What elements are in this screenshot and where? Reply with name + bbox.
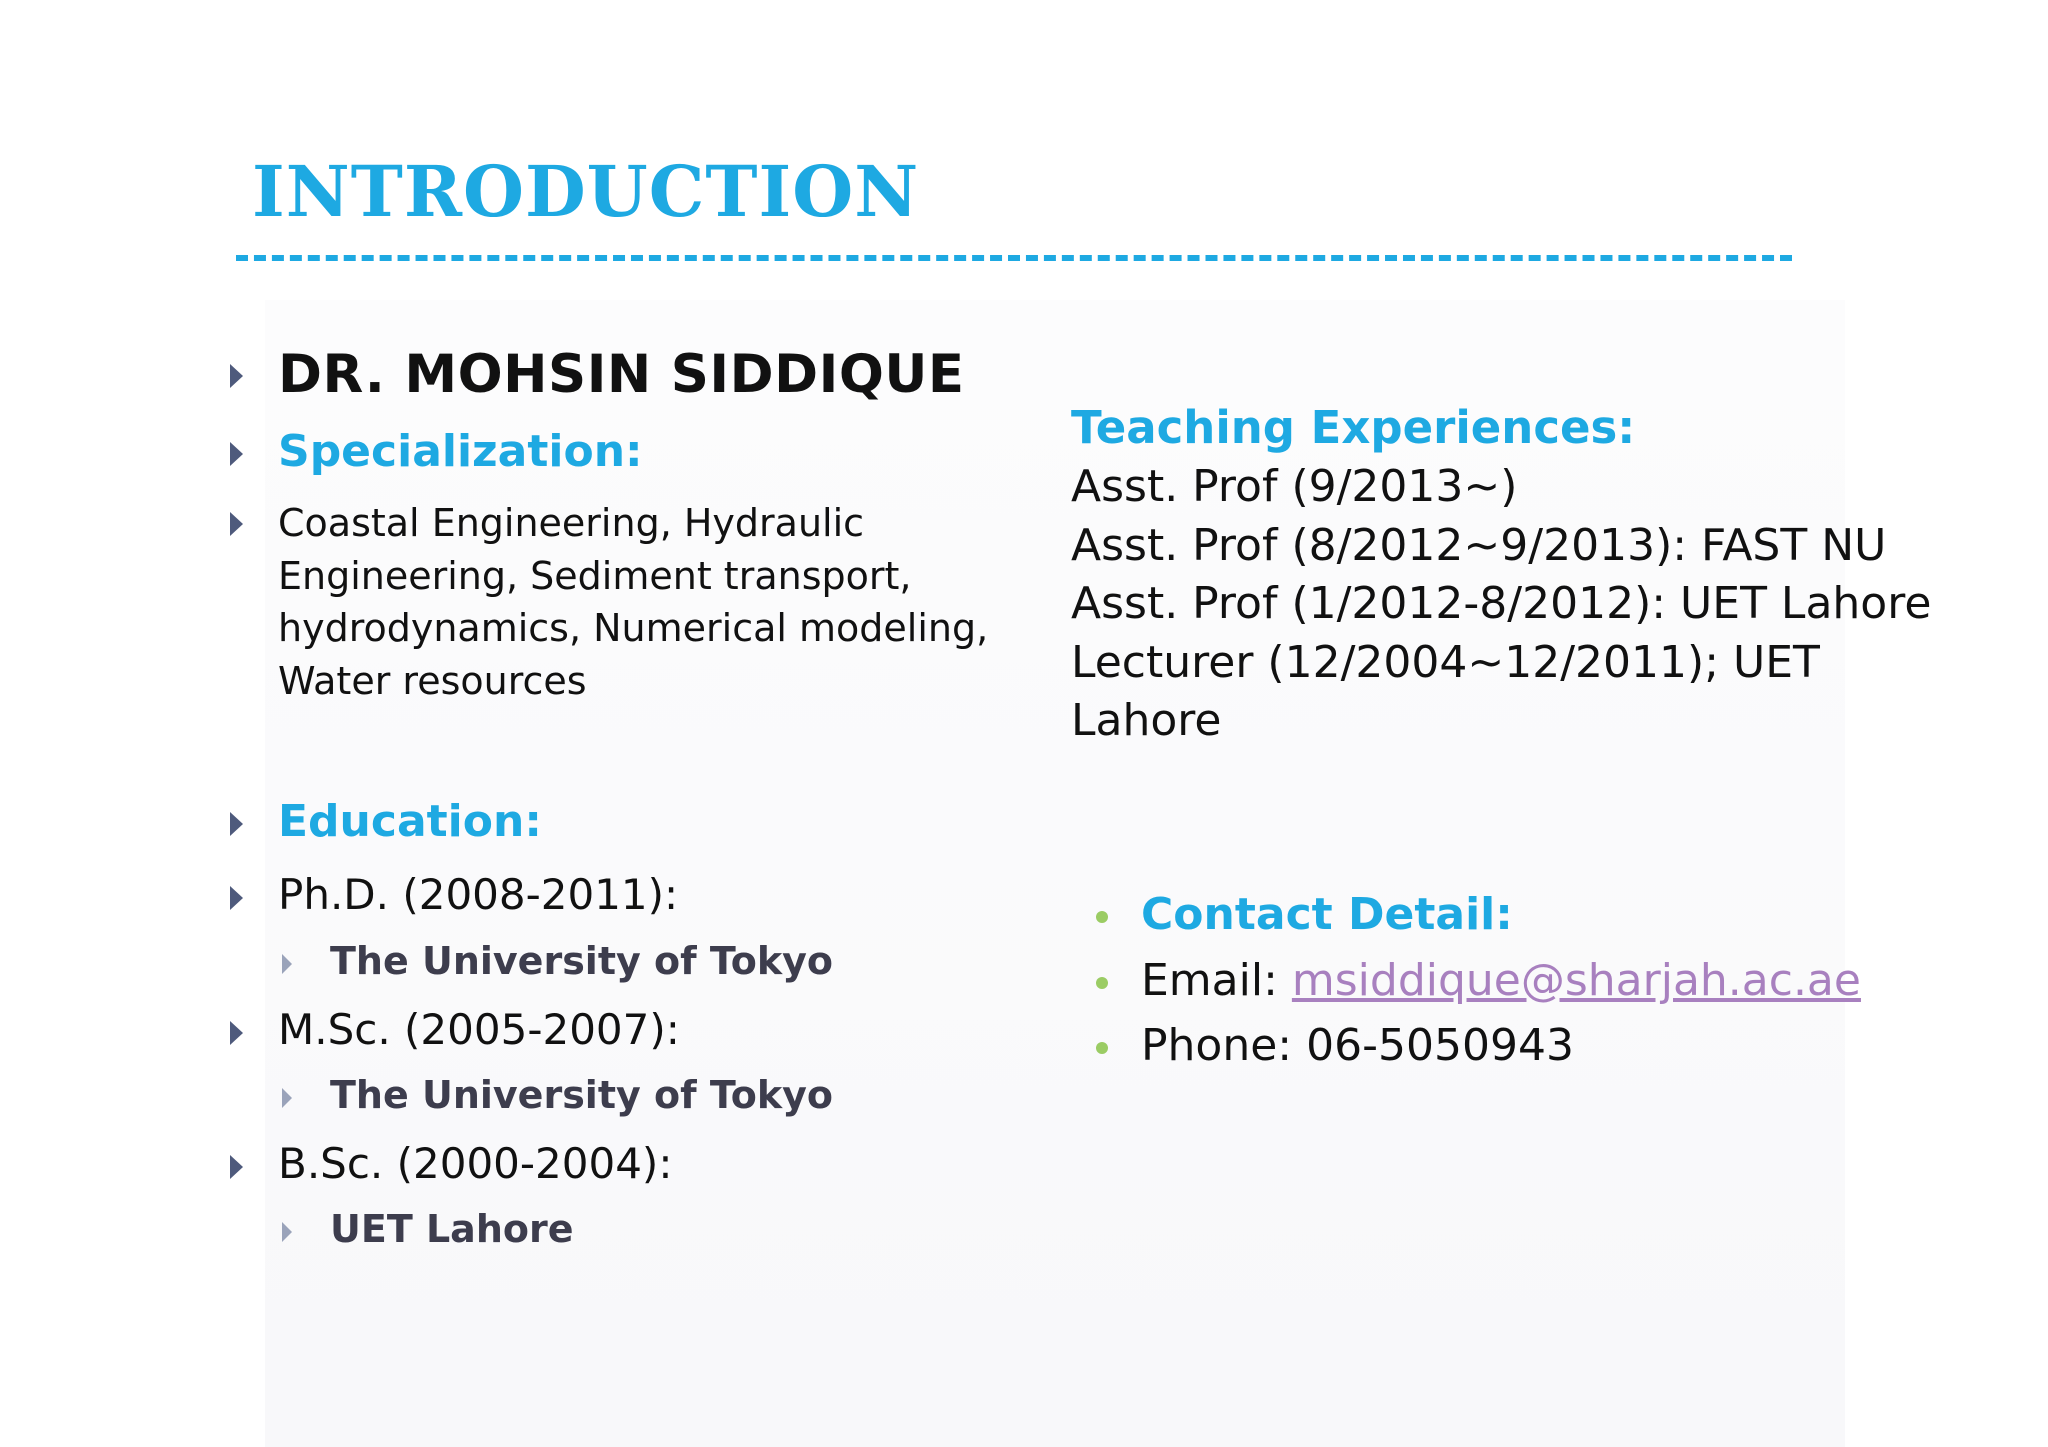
specialization-line: Water resources <box>278 658 587 703</box>
phone-text: Phone: 06-5050943 <box>1141 1020 1574 1071</box>
email-link[interactable]: msiddique@sharjah.ac.ae <box>1291 955 1861 1006</box>
bullet-arrow-icon <box>230 512 243 536</box>
bullet-arrow-icon <box>230 1155 243 1179</box>
education-degree: M.Sc. (2005-2007): <box>278 1005 680 1054</box>
education-institution: The University of Tokyo <box>330 1073 833 1117</box>
person-name: DR. MOHSIN SIDDIQUE <box>278 344 965 405</box>
bullet-arrow-icon <box>230 1021 243 1045</box>
education-institution: UET Lahore <box>330 1207 574 1251</box>
bullet-dot-icon <box>1096 977 1108 989</box>
teaching-heading: Teaching Experiences: <box>1071 401 1636 454</box>
title-divider <box>236 255 1792 261</box>
teaching-line: Asst. Prof (8/2012~9/2013): FAST NU <box>1071 519 1887 571</box>
bullet-arrow-icon <box>230 364 243 388</box>
education-degree: Ph.D. (2008-2011): <box>278 870 679 919</box>
teaching-line: Lahore <box>1071 695 1222 746</box>
specialization-heading: Specialization: <box>278 426 643 477</box>
bullet-dot-icon <box>1096 911 1108 923</box>
teaching-line: Asst. Prof (9/2013~) <box>1071 461 1518 512</box>
bullet-dot-icon <box>1096 1042 1108 1054</box>
email-label: Email: <box>1141 955 1292 1006</box>
specialization-text <box>278 497 988 707</box>
bullet-arrow-icon <box>230 812 243 836</box>
bullet-arrow-icon <box>230 442 243 466</box>
email-row <box>1141 955 1861 1006</box>
specialization-line: Coastal Engineering, Hydraulic <box>278 501 865 545</box>
teaching-line: Lecturer (12/2004~12/2011); UET <box>1071 636 1820 688</box>
sub-bullet-arrow-icon <box>282 1088 292 1108</box>
sub-bullet-arrow-icon <box>282 954 292 974</box>
education-degree: B.Sc. (2000-2004): <box>278 1139 673 1188</box>
specialization-line: Engineering, Sediment transport, <box>278 553 912 598</box>
teaching-list <box>1071 458 1931 751</box>
sub-bullet-arrow-icon <box>282 1222 292 1242</box>
education-heading: Education: <box>278 796 542 847</box>
contact-heading: Contact Detail: <box>1141 889 1513 940</box>
specialization-line: hydrodynamics, Numerical modeling, <box>278 606 989 650</box>
education-institution: The University of Tokyo <box>330 939 833 983</box>
teaching-line: Asst. Prof (1/2012-8/2012): UET Lahore <box>1071 578 1932 629</box>
bullet-arrow-icon <box>230 886 243 910</box>
slide-title: INTRODUCTION <box>252 150 920 233</box>
